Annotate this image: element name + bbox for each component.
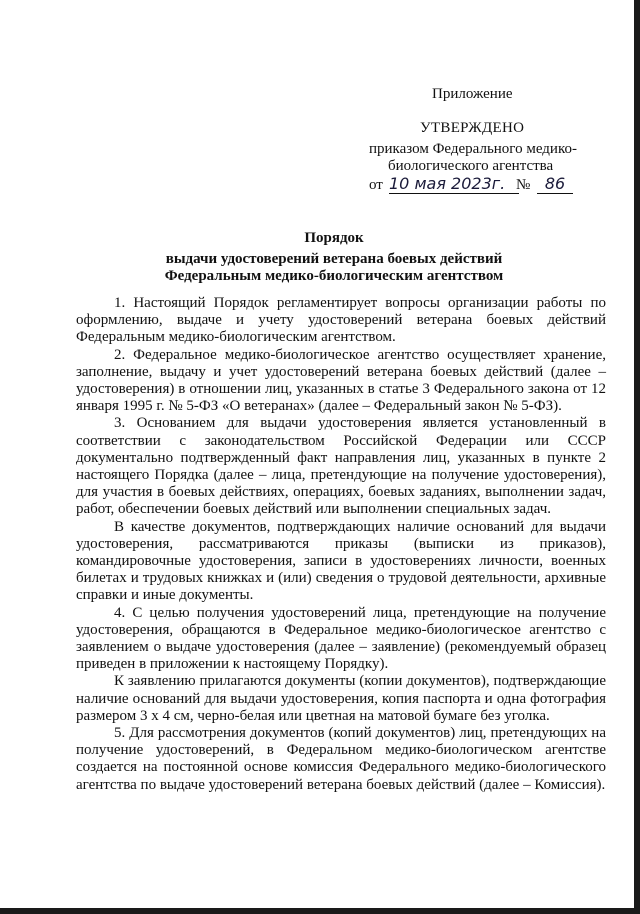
number-prefix: № (516, 177, 531, 193)
date-prefix: от (369, 177, 383, 193)
handwritten-date: 10 мая 2023г. (389, 174, 519, 194)
paragraph-4: В качестве документов, подтверждающих наличие оснований для выдачи удостоверения, рассматриваются приказы (выписки из приказов), командировочные удостоверения, записи в удостоверениях личности, военных билетах и трудовых книжках и (или) сведения о трудовой деятельности, архивные справки и иные документы. (76, 518, 606, 604)
paragraph-7: 5. Для рассмотрения документов (копий документов) лиц, претендующих на получение удостоверений, в Федеральном медико-биологическом агентстве создается на постоянной основе комиссия Федерального медико-биологического агентства по выдаче удостоверений ветерана боевых действий (далее – Комиссия). (76, 725, 606, 793)
document-body (76, 295, 606, 794)
scan-edge-right (634, 0, 640, 914)
paragraph-2: 2. Федеральное медико-биологическое агентство осуществляет хранение, заполнение, выдачу и учет удостоверений ветерана боевых действий (далее – удостоверения) в отношении лиц, указанных в статье 3 Федерального закона от 12 января 1995 г. № 5-ФЗ «О ветеранах» (далее – Федеральный закон № 5-ФЗ). (76, 346, 606, 415)
order-date-row (369, 174, 579, 196)
paragraph-6: К заявлению прилагаются документы (копии документов), подтверждающие наличие оснований для выдачи удостоверения, копия паспорта и одна фотография размером 3 х 4 см, черно-белая или цветная на матовой бумаге без уголка. (76, 673, 606, 724)
order-line-1: приказом Федерального медико- (369, 141, 577, 157)
document-subtitle-line-1: выдачи удостоверений ветерана боевых действий (165, 251, 503, 267)
paragraph-1: 1. Настоящий Порядок регламентирует вопросы организации работы по оформлению, выдаче и учету удостоверений ветерана боевых действий Федеральным медико-биологическим агентством. (76, 295, 606, 346)
approved-label: УТВЕРЖДЕНО (420, 120, 525, 136)
handwritten-number: 86 (537, 174, 573, 194)
paragraph-5: 4. С целью получения удостоверений лица, претендующие на получение удостоверения, обращаются в Федеральное медико-биологическое агентство с заявлением о выдаче удостоверения (далее – заявление) (рекомендуемый образец приведен в приложении к настоящему Порядку). (76, 604, 606, 673)
paragraph-3: 3. Основанием для выдачи удостоверения является установленный в соответствии с законодательством Российской Федерации или СССР документально подтвержденный факт направления лиц, указанных в пункте 2 настоящего Порядка (далее – лица, претендующие на получение удостоверения), для участия в боевых действиях, операциях, боевых заданиях, выполнении задач, работ, обеспечении боевых действий или выполнении специальных задач. (76, 415, 606, 518)
document-subtitle-line-2: Федеральным медико-биологическим агентством (164, 268, 504, 284)
scan-edge-bottom (0, 908, 640, 914)
order-line-2: биологического агентства (388, 158, 554, 174)
document-title: Порядок (304, 230, 364, 246)
appendix-label: Приложение (432, 86, 513, 102)
